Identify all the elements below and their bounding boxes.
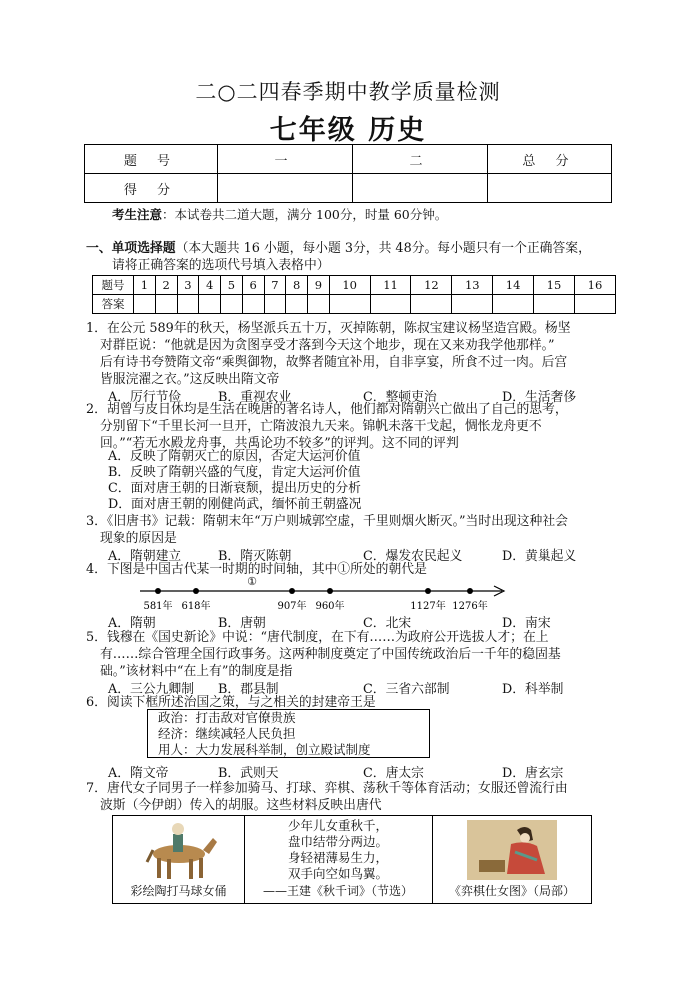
answer-number-cell: 12 bbox=[411, 276, 452, 295]
notice-text: ：本试卷共二道大题，满分 100分，时量 60分钟。 bbox=[162, 207, 448, 222]
answer-number-cell: 16 bbox=[574, 276, 615, 295]
question-5 bbox=[86, 629, 616, 680]
poem-line: 双手向空如鸟翼。 bbox=[287, 866, 388, 881]
policy-line: 用人：大力发展科举制，创立殿试制度 bbox=[158, 742, 371, 757]
option-c[interactable]: C．唐太宗 bbox=[363, 766, 424, 781]
answer-number-cell: 11 bbox=[370, 276, 411, 295]
option-b[interactable]: B．重视农业 bbox=[218, 390, 292, 405]
answer-number-cell: 1 bbox=[134, 276, 156, 295]
answer-number-cell: 4 bbox=[199, 276, 221, 295]
timeline-point bbox=[425, 588, 431, 594]
option-b[interactable]: B．武则天 bbox=[218, 766, 279, 781]
option-d[interactable]: D．科举制 bbox=[502, 682, 564, 697]
poem-line: 身轻裙薄易生力， bbox=[287, 850, 388, 865]
question-text-line: 6．阅读下框所述治国之策，与之相关的封建帝王是 bbox=[86, 695, 376, 710]
timeline-point bbox=[467, 588, 473, 594]
section-1-desc: （本大题共 16 小题，每小题 3分，共 48分。每小题只有一个正确答案， bbox=[175, 241, 591, 256]
score-header-cell: 总 分 bbox=[488, 145, 612, 174]
timeline-year-label: 907年 bbox=[277, 601, 307, 612]
option-c[interactable]: C．北宋 bbox=[363, 616, 412, 631]
option-c[interactable]: C．三省六部制 bbox=[363, 682, 450, 697]
question-7 bbox=[86, 780, 616, 814]
score-input-cell[interactable] bbox=[488, 174, 612, 203]
question-text-line: 对群臣说：“他就是因为贪图享受才落到今天这个地步，现在又来劝我学他那样。” bbox=[100, 338, 555, 353]
option-c[interactable]: C．面对唐王朝的日渐衰颓，提出历史的分析 bbox=[108, 481, 361, 496]
answer-input-cell[interactable] bbox=[221, 295, 243, 314]
option-a[interactable]: A．厉行节俭 bbox=[108, 390, 182, 405]
question-3-options bbox=[100, 545, 620, 564]
exam-subtitle: 七年级 历史 bbox=[269, 115, 427, 146]
answer-number-cell: 15 bbox=[534, 276, 575, 295]
timeline-year-label: 581年 bbox=[143, 601, 173, 612]
section-1-desc-2: 请将正确答案的选项代号填入表格中） bbox=[112, 258, 330, 273]
answer-number-cell: 2 bbox=[155, 276, 177, 295]
policy-line: 经济：继续减轻人民负担 bbox=[158, 726, 296, 741]
painting-cell bbox=[433, 816, 591, 903]
question-1 bbox=[86, 320, 616, 388]
question-3 bbox=[86, 513, 616, 547]
score-header-cell: 题 号 bbox=[85, 145, 218, 174]
score-header-cell: 一 bbox=[218, 145, 353, 174]
answer-number-cell: 9 bbox=[308, 276, 330, 295]
poem-text bbox=[244, 818, 432, 882]
answer-number-cell: 5 bbox=[221, 276, 243, 295]
chess-lady-painting-image bbox=[433, 816, 591, 884]
timeline-year-label: 618年 bbox=[181, 601, 211, 612]
section-1-header bbox=[86, 240, 616, 274]
question-6-options bbox=[100, 762, 620, 781]
answer-number-cell: 10 bbox=[329, 276, 370, 295]
question-text-line: 1．在公元 589年的秋天，杨坚派兵五十万，灭掉陈朝，陈叔宝建议杨坚造宫殿。杨坚 bbox=[86, 321, 571, 336]
poem-cell bbox=[244, 816, 433, 903]
timeline-point bbox=[327, 588, 333, 594]
answer-number-cell: 6 bbox=[242, 276, 264, 295]
timeline-marker: ① bbox=[247, 575, 257, 588]
answer-input-cell[interactable] bbox=[574, 295, 615, 314]
question-text-line: 7．唐代女子同男子一样参加骑马、打球、弈棋、荡秋千等体育活动；女服还曾流行由 bbox=[86, 781, 568, 796]
exam-notice bbox=[112, 205, 447, 223]
option-d[interactable]: D．唐玄宗 bbox=[502, 766, 564, 781]
option-d[interactable]: D．生活奢侈 bbox=[502, 390, 577, 405]
question-2-options bbox=[108, 449, 608, 513]
question-1-options bbox=[100, 386, 620, 405]
option-a[interactable]: A．隋朝 bbox=[108, 616, 156, 631]
question-text-line: 3．《旧唐书》记载：隋朝末年“万户则城郭空虚，千里则烟火断灭。”当时出现这种社会 bbox=[86, 514, 568, 529]
score-header-cell: 二 bbox=[353, 145, 488, 174]
timeline-year-label: 1276年 bbox=[452, 601, 488, 612]
score-input-cell[interactable] bbox=[353, 174, 488, 203]
timeline-year-label: 960年 bbox=[315, 601, 345, 612]
answer-input-cell[interactable] bbox=[155, 295, 177, 314]
answer-input-cell[interactable] bbox=[411, 295, 452, 314]
answer-input-cell[interactable] bbox=[264, 295, 286, 314]
question-text-line: 皆服浣濯之衣。”这反映出隋文帝 bbox=[100, 372, 280, 387]
option-b[interactable]: B．隋灭陈朝 bbox=[218, 549, 292, 564]
option-c[interactable]: C．爆发农民起义 bbox=[363, 549, 463, 564]
timeline-point bbox=[289, 588, 295, 594]
policy-box bbox=[147, 709, 430, 758]
question-text-line: 波斯（今伊朗）传入的胡服。这些材料反映出唐代 bbox=[100, 798, 382, 813]
policy-line: 政治：打击敌对官僚贵族 bbox=[158, 710, 296, 725]
question-text-line: 础。”该材料中“在上有”的制度是指 bbox=[100, 664, 293, 679]
question-text-line: 有……综合管理全国行政事务。这两种制度奠定了中国传统政治后一千年的稳固基 bbox=[100, 647, 561, 662]
answer-input-cell[interactable] bbox=[534, 295, 575, 314]
answer-input-cell[interactable] bbox=[493, 295, 534, 314]
answer-number-cell: 13 bbox=[452, 276, 493, 295]
question-4-options bbox=[100, 612, 620, 631]
answer-input-cell[interactable] bbox=[329, 295, 370, 314]
answer-number-cell: 14 bbox=[493, 276, 534, 295]
option-d[interactable]: D．南宋 bbox=[502, 616, 551, 631]
answer-input-cell[interactable] bbox=[286, 295, 308, 314]
polo-figurine-image bbox=[113, 816, 244, 884]
score-row-label: 得 分 bbox=[85, 174, 218, 203]
question-5-options bbox=[100, 678, 620, 697]
section-1-title: 一、单项选择题 bbox=[86, 241, 176, 256]
question-text-line: 4．下图是中国古代某一时期的时间轴，其中①所处的朝代是 bbox=[86, 562, 427, 577]
answer-input-cell[interactable] bbox=[242, 295, 264, 314]
score-input-cell[interactable] bbox=[218, 174, 353, 203]
question-text-line: 分别留下“千里长河一旦开，亡隋波浪九天来。锦帆未落干戈起，惆怅龙舟更不 bbox=[100, 419, 542, 434]
option-c[interactable]: C．整顿吏治 bbox=[363, 390, 437, 405]
painting-caption: 《弈棋仕女图》（局部） bbox=[448, 884, 575, 898]
option-b[interactable]: B．唐朝 bbox=[218, 616, 266, 631]
answer-number-cell: 7 bbox=[264, 276, 286, 295]
option-a[interactable]: A．隋朝建立 bbox=[108, 549, 182, 564]
option-b[interactable]: B．反映了隋朝兴盛的气度，肯定大运河价值 bbox=[108, 465, 361, 480]
timeline-point bbox=[155, 588, 161, 594]
answer-input-cell[interactable] bbox=[134, 295, 156, 314]
option-a[interactable]: A．隋文帝 bbox=[108, 766, 169, 781]
answer-input-cell[interactable] bbox=[308, 295, 330, 314]
notice-label: 考生注意 bbox=[112, 207, 163, 222]
answer-input-cell[interactable] bbox=[199, 295, 221, 314]
option-b[interactable]: B．郡县制 bbox=[218, 682, 279, 697]
answer-number-cell: 8 bbox=[286, 276, 308, 295]
timeline bbox=[140, 575, 520, 615]
material-panel bbox=[112, 815, 592, 904]
answer-number-cell: 3 bbox=[177, 276, 199, 295]
option-d[interactable]: D．面对唐王朝的刚健尚武，缅怀前王朝盛况 bbox=[108, 497, 362, 512]
poem-caption: ——王建《秋千词》（节选） bbox=[262, 884, 413, 898]
question-2 bbox=[86, 401, 616, 452]
figurine-cell bbox=[113, 816, 245, 903]
figurine-caption: 彩绘陶打马球女俑 bbox=[130, 884, 227, 898]
question-text-line: 2．胡曾与皮日休均是生活在晚唐的著名诗人，他们都对隋朝兴亡做出了自己的思考， bbox=[86, 402, 568, 417]
poem-line: 盘巾结带分两边。 bbox=[287, 834, 388, 849]
question-text-line: 5．钱穆在《国史新论》中说：“唐代制度，在下有……为政府公开选拔人才；在上 bbox=[86, 630, 549, 645]
timeline-point bbox=[193, 588, 199, 594]
answer-table-label: 答案 bbox=[93, 295, 134, 314]
answer-input-cell[interactable] bbox=[177, 295, 199, 314]
answer-input-cell[interactable] bbox=[452, 295, 493, 314]
answer-table bbox=[92, 275, 616, 314]
question-text-line: 后有诗书夸赞隋文帝“乘舆御物，故弊者随宜补用，自非享宴，所食不过一肉。后宫 bbox=[100, 355, 568, 370]
question-text-line: 回。”“若无水殿龙舟事，共禹论功不较多”的评判。这不同的评判 bbox=[100, 436, 459, 451]
poem-line: 少年儿女重秋千， bbox=[287, 818, 388, 833]
timeline-year-label: 1127年 bbox=[410, 601, 446, 612]
exam-title: 二○二四春季期中教学质量检测 bbox=[195, 80, 501, 104]
option-a[interactable]: A．反映了隋朝灭亡的原因，否定大运河价值 bbox=[108, 449, 361, 464]
option-a[interactable]: A．三公九卿制 bbox=[108, 682, 195, 697]
score-table bbox=[84, 144, 612, 203]
answer-table-label: 题号 bbox=[93, 276, 134, 295]
option-d[interactable]: D．黄巢起义 bbox=[502, 549, 577, 564]
answer-input-cell[interactable] bbox=[370, 295, 411, 314]
question-text-line: 现象的原因是 bbox=[100, 531, 177, 546]
